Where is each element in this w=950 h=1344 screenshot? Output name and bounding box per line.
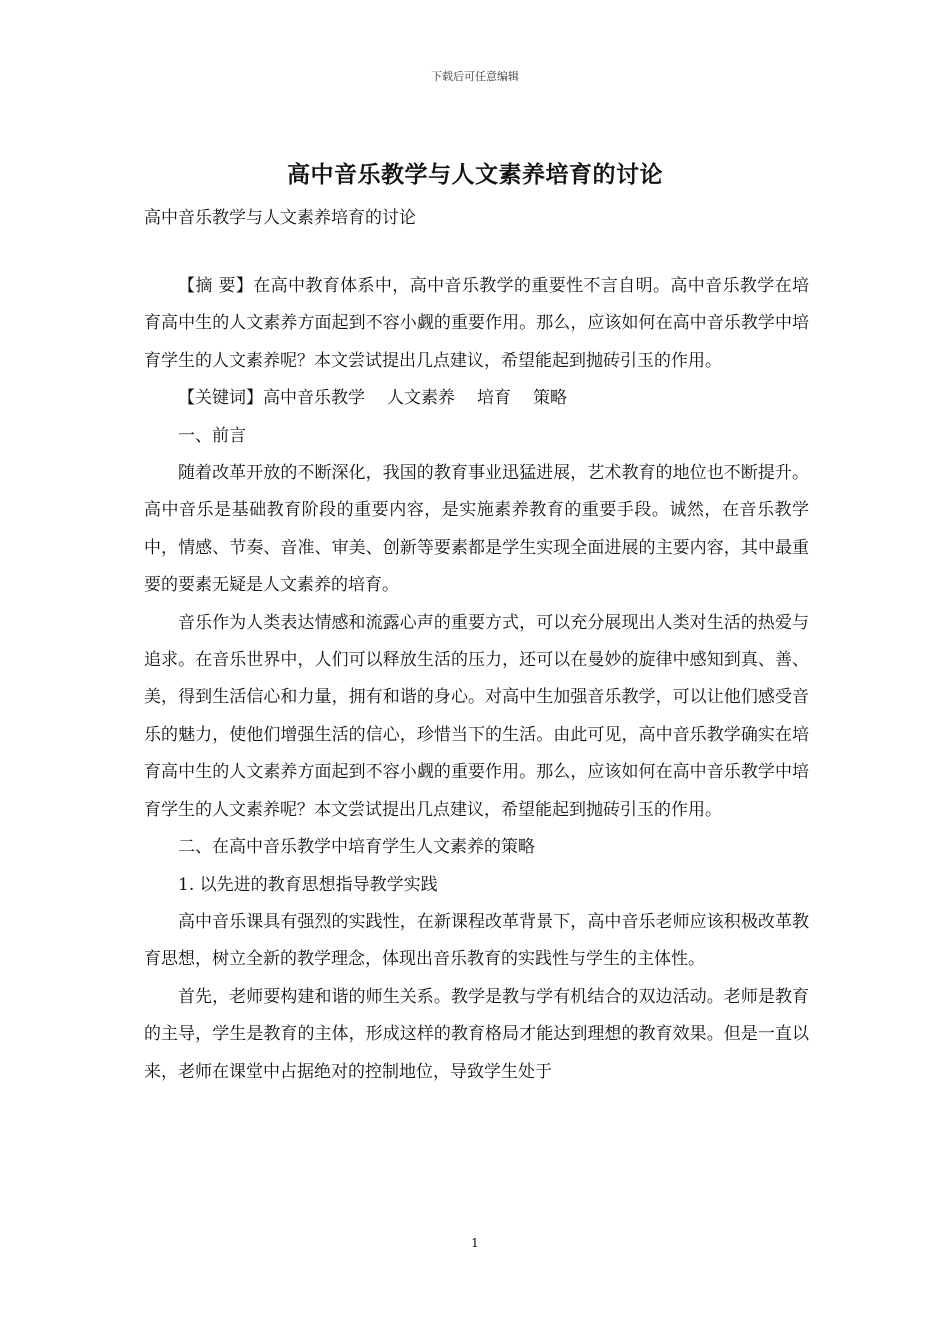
abstract-paragraph: 【摘 要】在高中教育体系中，高中音乐教学的重要性不言自明。高中音乐教学在培育高中生的人文素养方面起到不容小觑的重要作用。那么，应该如何在高中音乐教学中培育学生的人文素养呢？本文尝试提出几点建议，希望能起到抛砖引玉的作用。	[144, 276, 809, 371]
keywords-line	[144, 380, 809, 417]
body-paragraph: 首先，老师要构建和谐的师生关系。教学是教与学有机结合的双边活动。老师是教育的主导，学生是教育的主体，形成这样的教育格局才能达到理想的教育效果。但是一直以来，老师在课堂中占据绝对的控制地位，导致学生处于	[144, 986, 809, 1082]
document-subtitle: 高中音乐教学与人文素养培育的讨论	[144, 208, 416, 228]
keyword-item: 培育	[477, 388, 511, 409]
keyword-item: 策略	[533, 388, 567, 409]
page-number: 1	[471, 1236, 479, 1250]
section-heading: 一、前言	[178, 425, 246, 446]
document-body	[144, 268, 809, 1091]
keywords-label: 【关键词】	[178, 388, 263, 409]
keyword-item: 高中音乐教学	[263, 388, 365, 409]
section-heading: 二、在高中音乐教学中培育学生人文素养的策略	[178, 837, 535, 858]
body-paragraph: 高中音乐课具有强烈的实践性，在新课程改革背景下，高中音乐老师应该积极改革教育思想，树立全新的教学理念，体现出音乐教育的实践性与学生的主体性。	[144, 911, 809, 970]
keyword-item: 人文素养	[387, 388, 455, 409]
body-paragraph: 音乐作为人类表达情感和流露心声的重要方式，可以充分展现出人类对生活的热爱与追求。在音乐世界中，人们可以释放生活的压力，还可以在曼妙的旋律中感知到真、善、美，得到生活信心和力量，拥有和谐的身心。对高中生加强音乐教学，可以让他们感受音乐的魅力，使他们增强生活的信心，珍惜当下的生活。由此可见，高中音乐教学确实在培育高中生的人文素养方面起到不容小觑的重要作用。那么，应该如何在高中音乐教学中培育学生的人文素养呢？本文尝试提出几点建议，希望能起到抛砖引玉的作用。	[144, 612, 809, 820]
body-paragraph: 随着改革开放的不断深化，我国的教育事业迅猛进展，艺术教育的地位也不断提升。高中音乐是基础教育阶段的重要内容，是实施素养教育的重要手段。诚然，在音乐教学中，情感、节奏、音准、审美、创新等要素都是学生实现全面进展的主要内容，其中最重要的要素无疑是人文素养的培育。	[144, 463, 809, 596]
document-title: 高中音乐教学与人文素养培育的讨论	[287, 161, 663, 188]
subsection-heading: 1. 以先进的教育思想指导教学实践	[178, 874, 438, 895]
page-header: 下载后可任意编辑	[431, 70, 519, 83]
